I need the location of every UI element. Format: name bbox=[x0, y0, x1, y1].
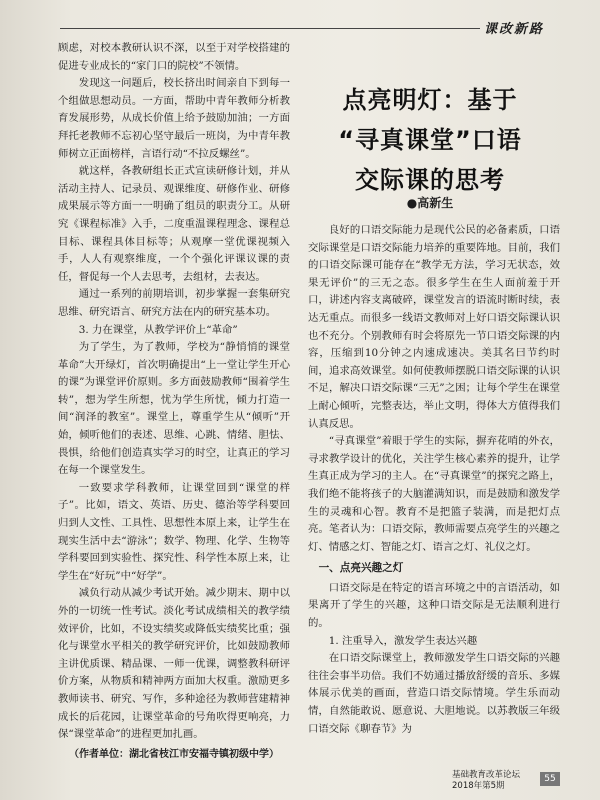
left-paragraph-6: 一致要求学科教师，让课堂回到“课堂的样子”。比如，语文、英语、历史、德治等学科要回归到人文性、工具性、思想性本原上来，让学生在现实生活中去“游泳”；数学、物理、化学、生物等学科要回到实验性、探究性、科学性本原上来，让学生在“好玩”中“好学”。 bbox=[58, 481, 290, 582]
section-paragraph: 口语交际是在特定的语言环境之中的言语活动，如果离开了学生的兴趣，这种口语交际是无法顺利进行的。 bbox=[308, 581, 560, 630]
title-line-2: “寻真课堂”口语 bbox=[338, 126, 522, 154]
left-column bbox=[58, 40, 290, 763]
author-affiliation: （作者单位：湖北省枝江市安福寺镇初级中学） bbox=[69, 748, 279, 760]
section-subheading: 1. 注重导入，激发学生表达兴趣 bbox=[328, 634, 478, 647]
article-title bbox=[300, 80, 560, 200]
left-paragraph-5: 为了学生，为了教师，学校为“静悄悄的课堂革命”大开绿灯，首次明确提出“上一堂让学生开心的课”为课堂评价原则。多方面鼓励教师“围着学生转”，想为学生所想，忧为学生所忧，倾力打造一间“润泽的教室”。课堂上，尊重学生从“倾听”开始，倾听他们的表述、思维、心跳、情绪、胆怯、畏惧，给他们创造真实学习的时空，让真正的学习在每一个课堂发生。 bbox=[58, 341, 290, 477]
journal-name: 基础教育改革论坛 bbox=[452, 770, 521, 780]
journal-issue: 2018年第5期 bbox=[452, 781, 505, 791]
left-paragraph-1: 顾虑，对校本教研认识不深，以至于对学校搭建的促进专业成长的“家门口的院校”不领情。 bbox=[58, 42, 290, 72]
title-line-1: 点亮明灯：基于 bbox=[342, 86, 518, 114]
left-paragraph-7: 减负行动从减少考试开始。减少期末、期中以外的一切统一性考试。淡化考试成绩相关的教学绩效评价，比如，不设实绩奖或降低实绩奖比重；强化与课堂水平相关的教学研究评价，比如鼓励教师主讲优质课、精品课、一师一优课，调整教科研评价方案，从物质和精神两方面加大权重。激励更多教师读书、研究、写作，多种途径为教师营建精神成长的后花园，让课堂革命的号角吹得更响亮，力保“课堂革命”的进程更加扎画。 bbox=[58, 587, 290, 741]
right-paragraph-1: 良好的口语交际能力是现代公民的必备素质，口语交际课堂是口语交际能力培养的重要阵地。目前，我们的口语交际课可能存在“教学无方法，学习无状态，效果无评价”的三无之态。很多学生在生人面前羞于开口，讲述内容支离破碎，课堂发言的语流时断时续，表达无重点。而很多一线语文教师对上好口语交际课认识也不充分。个别教师有时会将原先一节口语交际课的内容，压缩到10分钟之内速成速决。美其名曰节约时间，追求高效课堂。如何使教师摆脱口语交际课的认识不足，解决口语交际课“三无”之困；让每个学生在课堂上耐心倾听，完整表达，举止文明，得体大方值得我们认真反思。 bbox=[308, 224, 560, 430]
section-header-label: 课改新路 bbox=[484, 22, 545, 37]
right-paragraph-2: “寻真课堂”着眼于学生的实际，摒弃花哨的外衣，寻求教学设计的优化，关注学生核心素养的提升，让学生真正成为学习的主人。在“寻真课堂”的探究之路上，我们绝不能将孩子的大脑灌满知识，而是鼓励和激发学生的灵魂和心智。教育不是把篮子装满，而是把灯点亮。笔者认为：口语交际，教师需要点亮学生的兴趣之灯、情感之灯、智能之灯、语言之灯、礼仪之灯。 bbox=[308, 435, 560, 553]
page-number: 55 bbox=[540, 772, 560, 786]
title-line-3: 交际课的思考 bbox=[355, 166, 505, 194]
left-paragraph-4: 通过一系列的前期培训，初步掌握一套集研究思维、研究语言、研究方法在内的研究基本功。 bbox=[58, 288, 290, 318]
left-paragraph-3: 就这样，各教研组长正式宣读研修计划，并从活动主持人、记录员、观课维度、研修作业、研修成果展示等方面一一明确了组员的职责分工。从研究《课程标准》入手，二度重温课程理念、课程总目标、课程具体目标等；从观摩一堂优课视频入手，人人有观察维度，一个个强化评课议课的责任，督促每一个人去思考，去组材，去表达。 bbox=[58, 165, 290, 283]
sub-paragraph: 在口语交际课堂上，教师激发学生口语交际的兴趣往往会事半功倍。我们不妨通过播放舒缓的音乐、多媒体展示优美的画面，营造口语交际情境。学生乐而动情，自然能敢说、愿意说、大胆地说。以苏教版三年级口语交际《聊春节》为 bbox=[308, 652, 560, 735]
right-column bbox=[308, 222, 560, 738]
section-heading: 一、点亮兴趣之灯 bbox=[318, 562, 404, 575]
left-paragraph-2: 发现这一问题后，校长挤出时间亲自下到每一个组做思想动员。一方面，帮助中青年教师分析教育发展形势，从成长价值上给予鼓励加油；一方面拜托老教师不忘初心坚守最后一班岗，为中青年教师树立正面榜样，言语行动“不拉反螺丝”。 bbox=[58, 77, 290, 160]
page-footer bbox=[452, 770, 520, 792]
article-author: ●高新生 bbox=[406, 196, 454, 210]
header-rule bbox=[60, 28, 480, 29]
left-subheading: 3. 力在课堂，从教学评价上“革命” bbox=[78, 323, 238, 336]
